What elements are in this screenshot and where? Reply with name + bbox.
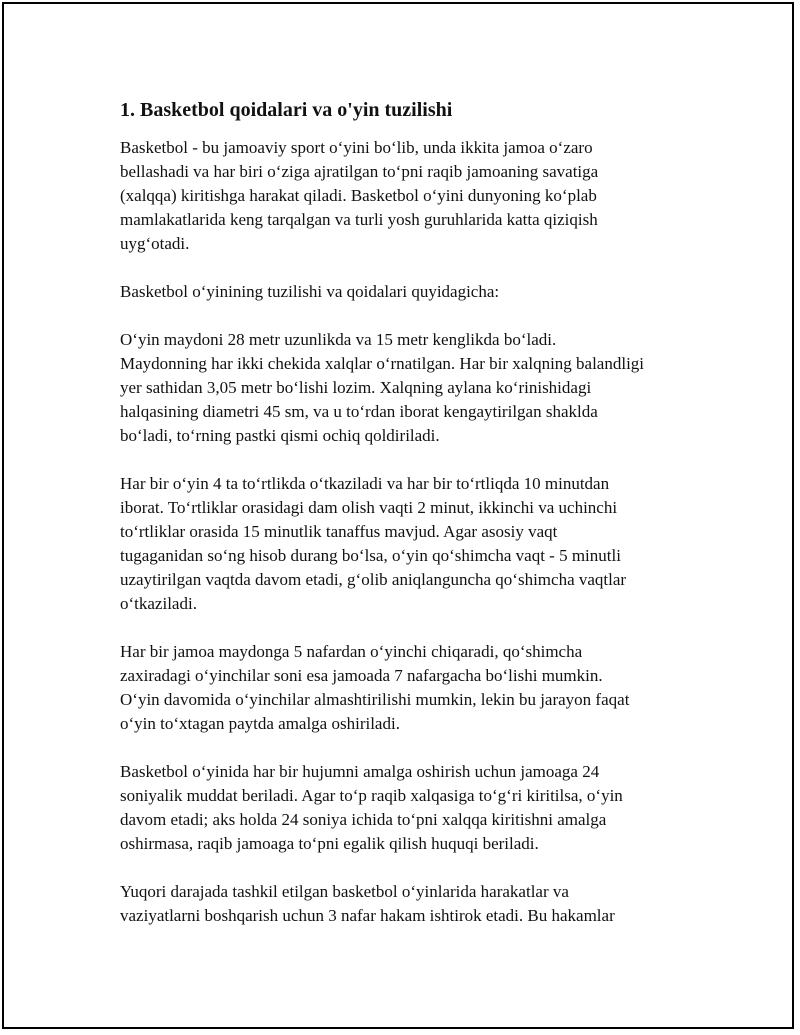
- paragraph-line: o‘tkaziladi.: [120, 594, 197, 613]
- document-title: 1. Basketbol qoidalari va o'yin tuzilishi: [120, 99, 453, 121]
- paragraph-line: (xalqqa) kiritishga harakat qiladi. Basketbol o‘yini dunyoning ko‘plab: [120, 186, 597, 205]
- paragraph-line: Basketbol - bu jamoaviy sport o‘yini bo‘lib, unda ikkita jamoa o‘zaro: [120, 138, 593, 157]
- paragraph-line: to‘rtliklar orasida 15 minutlik tanaffus mavjud. Agar asosiy vaqt: [120, 522, 558, 541]
- paragraph-intro: [120, 136, 710, 256]
- paragraph-line: zaxiradagi o‘yinchilar soni esa jamoada 7 nafargacha bo‘lishi mumkin.: [120, 666, 603, 685]
- paragraph-line: bellashadi va har biri o‘ziga ajratilgan to‘pni raqib jamoaning savatiga: [120, 162, 599, 181]
- paragraph-line: yer sathidan 3,05 metr bo‘lishi lozim. Xalqning aylana ko‘rinishidagi: [120, 378, 592, 397]
- paragraph-shot-clock: [120, 760, 710, 856]
- paragraph-line: davom etadi; aks holda 24 soniya ichida to‘pni xalqqa kiritishni amalga: [120, 810, 607, 829]
- paragraph-line: Basketbol o‘yinining tuzilishi va qoidalari quyidagicha:: [120, 282, 500, 301]
- paragraph-line: uzaytirilgan vaqtda davom etadi, g‘olib aniqlanguncha qo‘shimcha vaqtlar: [120, 570, 627, 589]
- document-content: [120, 96, 710, 952]
- paragraph-line: Yuqori darajada tashkil etilgan basketbol o‘yinlarida harakatlar va: [120, 882, 569, 901]
- paragraph-line: tugaganidan so‘ng hisob durang bo‘lsa, o‘yin qo‘shimcha vaqt - 5 minutli: [120, 546, 621, 565]
- paragraph-players: [120, 640, 710, 736]
- paragraph-line: O‘yin davomida o‘yinchilar almashtirilishi mumkin, lekin bu jarayon faqat: [120, 690, 630, 709]
- paragraph-line: halqasining diametri 45 sm, va u to‘rdan iborat kengaytirilgan shaklda: [120, 402, 598, 421]
- paragraph-line: Basketbol o‘yinida har bir hujumni amalga oshirish uchun jamoaga 24: [120, 762, 600, 781]
- paragraph-line: O‘yin maydoni 28 metr uzunlikda va 15 metr kenglikda bo‘ladi.: [120, 330, 557, 349]
- document-page: [2, 2, 794, 1029]
- paragraph-court: [120, 328, 710, 448]
- paragraph-structure-intro: [120, 280, 710, 304]
- paragraph-line: Maydonning har ikki chekida xalqlar o‘rnatilgan. Har bir xalqning balandligi: [120, 354, 645, 373]
- paragraph-line: Har bir jamoa maydonga 5 nafardan o‘yinchi chiqaradi, qo‘shimcha: [120, 642, 583, 661]
- paragraph-line: vaziyatlarni boshqarish uchun 3 nafar hakam ishtirok etadi. Bu hakamlar: [120, 906, 615, 925]
- paragraph-line: Har bir o‘yin 4 ta to‘rtlikda o‘tkaziladi va har bir to‘rtliqda 10 minutdan: [120, 474, 610, 493]
- paragraph-line: mamlakatlarida keng tarqalgan va turli yosh guruhlarida katta qiziqish: [120, 210, 598, 229]
- paragraph-referees: [120, 880, 710, 928]
- paragraph-line: oshirmasa, raqib jamoaga to‘pni egalik qilish huquqi beriladi.: [120, 834, 539, 853]
- paragraph-line: iborat. To‘rtliklar orasidagi dam olish vaqti 2 minut, ikkinchi va uchinchi: [120, 498, 618, 517]
- paragraph-line: soniyalik muddat beriladi. Agar to‘p raqib xalqasiga to‘g‘ri kiritilsa, o‘yin: [120, 786, 623, 805]
- paragraph-line: bo‘ladi, to‘rning pastki qismi ochiq qoldiriladi.: [120, 426, 440, 445]
- paragraph-quarters: [120, 472, 710, 616]
- paragraph-line: o‘yin to‘xtagan paytda amalga oshiriladi.: [120, 714, 400, 733]
- paragraph-line: uyg‘otadi.: [120, 234, 190, 253]
